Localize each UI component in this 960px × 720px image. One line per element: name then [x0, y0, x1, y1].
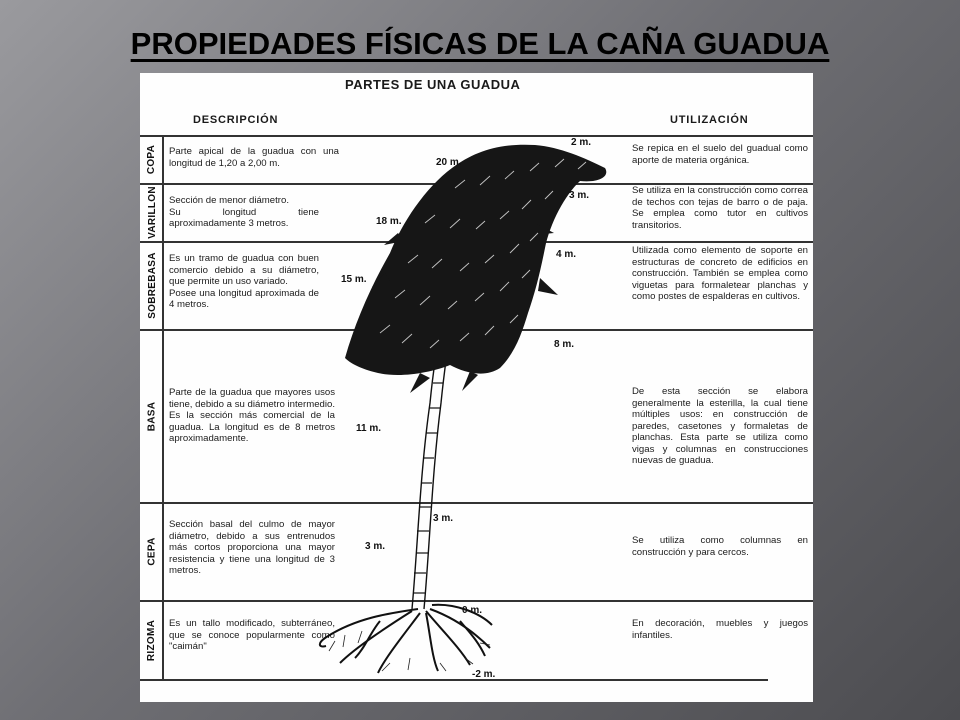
segment-label-copa: COPA — [146, 144, 158, 175]
segment-label-basa: BASA — [146, 401, 158, 431]
segment-use: De esta sección se elabora generalmente la esterilla, la cual tiene múltiples usos: en construcción de paredes, casetones y formaletas de planchas. Esta parte se utiliza como vigas y columnas en construcciones nuevas de guadua. — [632, 386, 808, 466]
segment-description: Es un tramo de guadua con buen comercio debido a su diámetro, que permite un uso variado. Posee una longitud aproximada de 4 metros. — [169, 253, 319, 310]
segment-description: Parte de la guadua que mayores usos tiene, debido a su diámetro intermedio. Es la sección más comercial de la guadua. La longitud es de 8 metros aproximadamente. — [169, 387, 335, 444]
height-mark-left: 3 m. — [365, 541, 386, 552]
segment-use: Se utiliza en la construcción como correa de techos con tejas de barro o de paja. Se emplea como tutor en cultivos transitorios. — [632, 185, 808, 231]
segment-description: Parte apical de la guadua con una longitud de 1,20 a 2,00 m. — [169, 146, 339, 169]
height-mark-left: 11 m. — [356, 423, 382, 434]
height-mark-right: 3 m. — [569, 190, 590, 201]
segment-label-sobrebasa: SOBREBASA — [146, 252, 158, 319]
segment-label-cepa: CEPA — [146, 537, 158, 566]
height-mark-right: -2 m. — [472, 669, 496, 680]
slide-title: PROPIEDADES FÍSICAS DE LA CAÑA GUADUA — [130, 26, 830, 61]
plant-foliage — [345, 145, 606, 393]
segment-use: Se repica en el suelo del guadual como aporte de materia orgánica. — [632, 143, 808, 166]
segment-label-varillon: VARILLON — [146, 186, 158, 239]
guadua-diagram — [140, 73, 813, 702]
use-column-header: UTILIZACIÓN — [670, 114, 749, 126]
segment-description: Sección de menor diámetro. Su longitud tiene aproximadamente 3 metros. — [169, 195, 319, 229]
height-mark-right: 0 m. — [462, 605, 483, 616]
height-mark-right: 4 m. — [556, 249, 577, 260]
segment-use: En decoración, muebles y juegos infantiles. — [632, 618, 808, 641]
segment-label-rizoma: RIZOMA — [146, 619, 158, 661]
height-mark-left: 20 m. — [436, 157, 462, 168]
height-mark-left: 15 m. — [341, 274, 367, 285]
height-mark-right: 8 m. — [554, 339, 575, 350]
segment-description: Sección basal del culmo de mayor diámetro, debido a sus entrenudos más cortos proporciona una mayor resistencia y tiene una longitud de 3 metros. — [169, 519, 335, 576]
segment-use: Se utiliza como columnas en construcción y para cercos. — [632, 535, 808, 558]
description-column-header: DESCRIPCIÓN — [193, 114, 279, 126]
height-mark-right: 3 m. — [433, 513, 454, 524]
height-mark-right: 2 m. — [571, 137, 592, 148]
diagram-title: PARTES DE UNA GUADUA — [345, 77, 521, 92]
segment-description: Es un tallo modificado, subterráneo, que se conoce popularmente como "caimán" — [169, 618, 335, 652]
height-mark-left: 18 m. — [376, 216, 402, 227]
segment-use: Utilizada como elemento de soporte en estructuras de concreto de edificios en construcción. También se emplea como viguetas para formaletear planchas y como postes de espalderas en cultivos. — [632, 245, 808, 302]
